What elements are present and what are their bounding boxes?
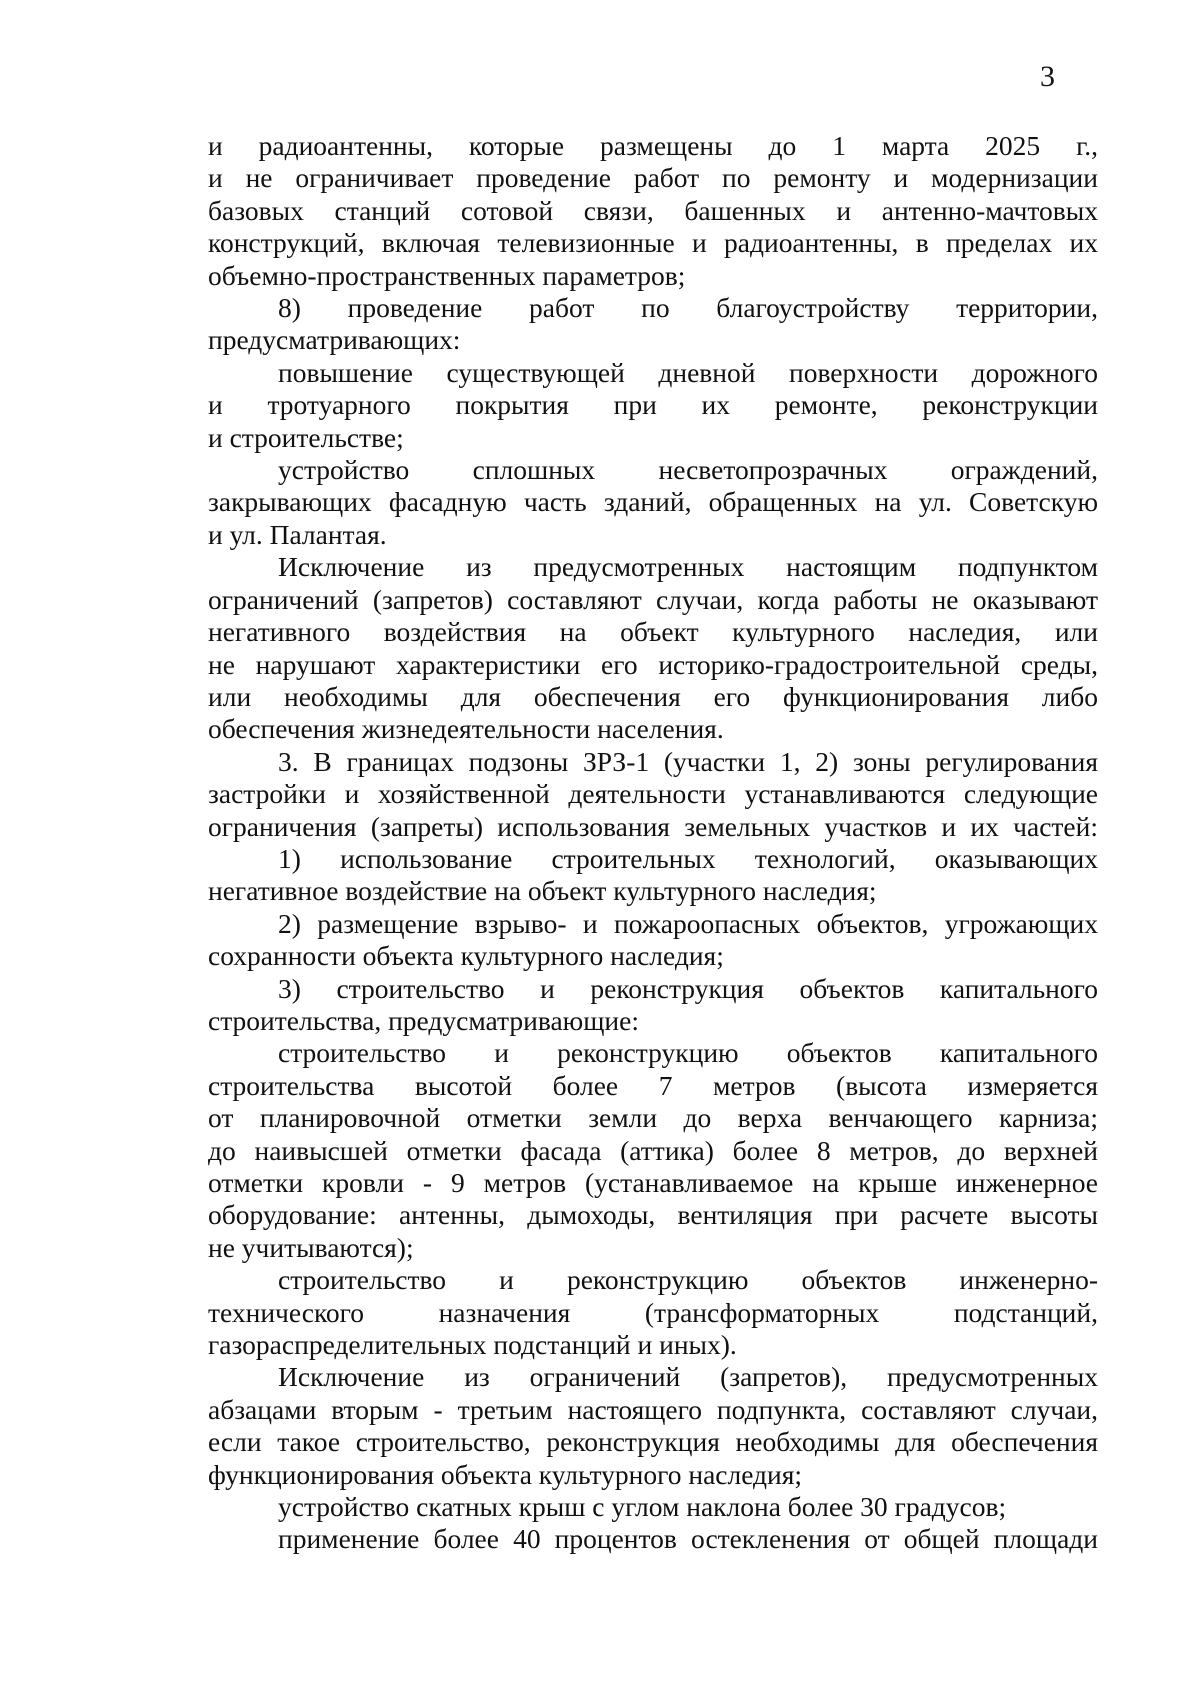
text-line: функционирования объекта культурного наследия;: [208, 1458, 803, 1490]
page-number: 3: [1040, 60, 1055, 93]
text-line: оборудование: антенны, дымоходы, вентиляция при расчете высоты: [208, 1199, 1098, 1231]
text-line: ограничения (запреты) использования земельных участков и их частей:: [208, 810, 1098, 842]
text-line: до наивысшей отметки фасада (аттика) более 8 метров, до верхней: [208, 1134, 1098, 1166]
text-line: и ул. Палантая.: [208, 518, 387, 550]
text-line: предусматривающих:: [208, 324, 461, 356]
text-line: сохранности объекта культурного наследия;: [208, 940, 724, 972]
text-line: и не ограничивает проведение работ по ремонту и модернизации: [208, 162, 1098, 194]
text-line: и радиоантенны, которые размещены до 1 марта 2025 г.,: [208, 130, 1098, 161]
text-line: ограничений (запретов) составляют случаи, когда работы не оказывают: [208, 583, 1098, 615]
text-line: базовых станций сотовой связи, башенных и антенно-мачтовых: [208, 194, 1098, 226]
text-line: не учитываются);: [208, 1231, 414, 1263]
text-line: 3) строительство и реконструкция объектов капитального: [278, 972, 1098, 1004]
text-line: устройство сплошных несветопрозрачных ограждений,: [278, 454, 1098, 486]
text-line: если такое строительство, реконструкция необходимы для обеспечения: [208, 1426, 1098, 1458]
text-line: 3. В границах подзоны ЗРЗ-1 (участки 1, 2) зоны регулирования: [278, 745, 1098, 777]
text-line: от планировочной отметки земли до верха венчающего карниза;: [208, 1102, 1098, 1134]
text-line: строительства высотой более 7 метров (высота измеряется: [208, 1069, 1098, 1101]
text-line: объемно-пространственных параметров;: [208, 259, 686, 291]
text-line: конструкций, включая телевизионные и радиоантенны, в пределах их: [208, 227, 1098, 259]
text-line: строительства, предусматривающие:: [208, 1004, 639, 1036]
text-line: строительство и реконструкцию объектов капитального: [278, 1037, 1098, 1069]
text-line: негативное воздействие на объект культурного наследия;: [208, 875, 877, 907]
text-line: не нарушают характеристики его историко-градостроительной среды,: [208, 648, 1098, 680]
text-line: устройство скатных крыш с углом наклона более 30 градусов;: [278, 1491, 1007, 1523]
text-line: закрывающих фасадную часть зданий, обращенных на ул. Советскую: [208, 486, 1098, 518]
text-line: газораспределительных подстанций и иных).: [208, 1329, 737, 1361]
text-line: и строительстве;: [208, 421, 404, 453]
text-line: Исключение из ограничений (запретов), предусмотренных: [278, 1361, 1098, 1393]
text-line: Исключение из предусмотренных настоящим подпунктом: [278, 551, 1098, 583]
text-line: застройки и хозяйственной деятельности устанавливаются следующие: [208, 778, 1098, 810]
text-line: 8) проведение работ по благоустройству территории,: [278, 292, 1098, 324]
text-line: 1) использование строительных технологий, оказывающих: [278, 842, 1098, 874]
document-body: [208, 130, 1098, 1556]
text-line: повышение существующей дневной поверхности дорожного: [278, 356, 1098, 388]
text-line: негативного воздействия на объект культурного наследия, или: [208, 616, 1098, 648]
text-line: применение более 40 процентов остекленения от общей площади: [278, 1523, 1098, 1555]
text-line: абзацами вторым - третьим настоящего подпункта, составляют случаи,: [208, 1393, 1098, 1425]
text-line: или необходимы для обеспечения его функционирования либо: [208, 680, 1098, 712]
text-line: и тротуарного покрытия при их ремонте, реконструкции: [208, 389, 1098, 421]
text-line: обеспечения жизнедеятельности населения.: [208, 713, 724, 745]
text-line: 2) размещение взрыво- и пожароопасных объектов, угрожающих: [278, 907, 1098, 939]
text-line: технического назначения (трансформаторных подстанций,: [208, 1296, 1098, 1328]
text-line: строительство и реконструкцию объектов инженерно-: [278, 1264, 1098, 1296]
text-line: отметки кровли - 9 метров (устанавливаемое на крыше инженерное: [208, 1167, 1098, 1198]
